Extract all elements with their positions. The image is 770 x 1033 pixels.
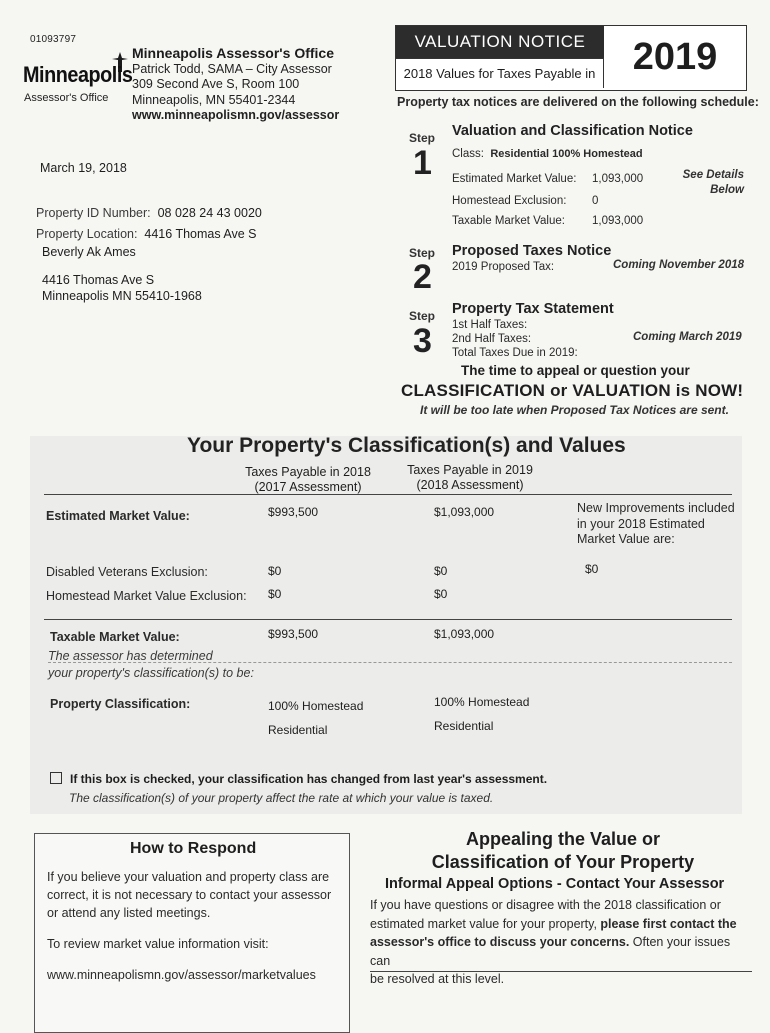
- emv-row-label: Estimated Market Value:: [46, 509, 190, 523]
- appeal-p-line2a: estimated market value for your property,: [370, 916, 601, 931]
- notice-title: VALUATION NOTICE: [396, 26, 604, 58]
- class-value: Residential 100% Homestead: [490, 148, 643, 160]
- column-header-2019-line1: Taxes Payable in 2019: [407, 463, 533, 477]
- class-label: Class:: [452, 148, 484, 160]
- office-address-line2: Minneapolis, MN 55401-2344: [132, 92, 296, 107]
- how-to-respond-title: How to Respond: [130, 840, 257, 857]
- see-details-note: [660, 168, 744, 198]
- see-details-line2: Below: [710, 184, 744, 196]
- classification-changed-text: If this box is checked, your classification has changed from last year's assessment.: [70, 772, 548, 786]
- appeal-p-line2b: please first contact the: [600, 916, 737, 931]
- owner-address-line2: Minneapolis MN 55410-1968: [42, 289, 202, 303]
- new-improvements-note: [577, 501, 735, 548]
- schedule-intro: Property tax notices are delivered on the following schedule:: [397, 95, 759, 109]
- step-2-label: Step: [409, 246, 436, 260]
- taxable-divider: [44, 619, 732, 620]
- column-header-2018-line2: (2017 Assessment): [254, 480, 362, 494]
- respond-paragraph-1: [47, 868, 331, 922]
- header-divider: [44, 494, 732, 495]
- proposed-tax-note: Coming November 2018: [613, 259, 745, 271]
- office-address-line1: 309 Second Ave S, Room 100: [132, 77, 300, 91]
- column-header-2019: [390, 463, 550, 493]
- classification-rate-note: The classification(s) of your property affect the rate at which your value is taxed.: [69, 791, 494, 805]
- emv-2018-value: $993,500: [268, 505, 319, 519]
- hmve-row-label: Homestead Market Value Exclusion:: [46, 589, 247, 603]
- second-half-taxes-label: 2nd Half Taxes:: [452, 333, 532, 345]
- appeal-p-line1: If you have questions or disagree with the 2018 classification or: [370, 898, 721, 912]
- tax-statement-note: Coming March 2019: [633, 331, 742, 343]
- dve-2018-value: $0: [268, 564, 282, 578]
- appeal-p-line3b: Often your issues can: [370, 935, 731, 968]
- step-2-title: Proposed Taxes Notice: [452, 243, 612, 259]
- dve-row-label: Disabled Veterans Exclusion:: [46, 565, 208, 579]
- office-website-link[interactable]: www.minneapolismn.gov/assessor: [132, 108, 340, 122]
- property-location-label: Property Location:: [36, 227, 138, 241]
- classification-2018-line2: Residential: [268, 723, 328, 737]
- step1-hx-value: 0: [592, 195, 599, 207]
- step-2-number: 2: [413, 258, 432, 296]
- classification-2019-line2: Residential: [434, 719, 494, 733]
- values-section-title: Your Property's Classification(s) and Values: [187, 434, 626, 457]
- column-header-2019-line2: (2018 Assessment): [416, 478, 524, 492]
- document-number: 01093797: [30, 34, 77, 45]
- emv-2019-value: $1,093,000: [434, 505, 495, 519]
- appealing-title: [378, 828, 748, 874]
- assessor-determined-line1: The assessor has determined: [48, 649, 213, 663]
- step1-hx-label: Homestead Exclusion:: [452, 195, 567, 207]
- respond-p1-line1: If you believe your valuation and property class are: [47, 870, 330, 884]
- respond-p1-line3: or attend any listed meetings.: [47, 906, 211, 920]
- new-improvements-line1: New Improvements included: [577, 501, 735, 515]
- tmv-row-label: Taxable Market Value:: [50, 630, 180, 644]
- hmve-2018-value: $0: [268, 587, 282, 601]
- property-id-label: Property ID Number:: [36, 206, 151, 220]
- column-header-2018-line1: Taxes Payable in 2018: [245, 465, 371, 479]
- tmv-2019-value: $1,093,000: [434, 627, 495, 641]
- step-1-title: Valuation and Classification Notice: [452, 123, 693, 139]
- appeal-p-line4: be resolved at this level.: [370, 972, 505, 986]
- appealing-title-line1: Appealing the Value or: [465, 829, 661, 849]
- classification-2019: [434, 690, 529, 738]
- step-3-number: 3: [413, 322, 432, 360]
- appeal-now-warning: It will be too late when Proposed Tax Notices are sent.: [420, 403, 729, 417]
- classification-row-label: Property Classification:: [50, 697, 191, 711]
- column-header-2018: [228, 465, 388, 495]
- appealing-title-line2: Classification of Your Property: [431, 852, 695, 872]
- assessor-determined-note: [48, 648, 254, 682]
- step1-tmv-value: 1,093,000: [592, 215, 644, 227]
- owner-name: Beverly Ak Ames: [42, 245, 136, 259]
- assessor-determined-line2: your property's classification(s) to be:: [48, 666, 254, 680]
- how-to-respond-box: [34, 833, 350, 1033]
- step-1-label: Step: [409, 131, 436, 145]
- owner-address-block: [42, 244, 202, 304]
- classification-2018-line1: 100% Homestead: [268, 699, 364, 713]
- dve-2019-value: $0: [434, 564, 448, 578]
- new-improvements-value: $0: [585, 562, 599, 576]
- proposed-tax-label: 2019 Proposed Tax:: [452, 261, 555, 273]
- notice-date: March 19, 2018: [40, 161, 127, 175]
- office-address-block: [132, 46, 339, 124]
- first-half-taxes-label: 1st Half Taxes:: [452, 319, 528, 331]
- classification-2018: [268, 694, 363, 742]
- determined-divider: [48, 662, 732, 663]
- classification-changed-row: [50, 772, 547, 786]
- step-3-title: Property Tax Statement: [452, 301, 614, 317]
- office-name: Minneapolis Assessor's Office: [132, 45, 334, 61]
- step1-emv-value: 1,093,000: [592, 173, 644, 185]
- notice-values-for: 2018 Values for Taxes Payable in: [396, 58, 604, 88]
- step1-tmv-label: Taxable Market Value:: [452, 215, 565, 227]
- see-details-line1: See Details: [682, 169, 744, 181]
- informal-appeal-heading: Informal Appeal Options - Contact Your Assessor: [385, 876, 725, 892]
- total-taxes-label: Total Taxes Due in 2019:: [452, 347, 578, 359]
- owner-address-line1: 4416 Thomas Ave S: [42, 273, 155, 287]
- respond-paragraph-2: To review market value information visit:: [47, 937, 269, 951]
- new-improvements-line2: in your 2018 Estimated: [577, 516, 705, 531]
- new-improvements-line3: Market Value are:: [577, 532, 675, 546]
- appeal-now-headline: CLASSIFICATION or VALUATION is NOW!: [401, 381, 744, 400]
- assessor-name: Patrick Todd, SAMA – City Assessor: [132, 61, 332, 76]
- notice-year: 2019: [632, 36, 718, 78]
- property-info: [36, 203, 262, 245]
- hmve-2019-value: $0: [434, 587, 448, 601]
- property-location-value: 4416 Thomas Ave S: [144, 227, 257, 241]
- property-id-value: 08 028 24 43 0020: [157, 206, 262, 220]
- classification-changed-checkbox[interactable]: [50, 772, 62, 784]
- step-1-number: 1: [413, 144, 432, 182]
- informal-appeal-paragraph: [370, 896, 750, 989]
- market-values-link[interactable]: www.minneapolismn.gov/assessor/marketvalues: [47, 968, 316, 982]
- logo-wordmark: Minneapolis: [23, 62, 133, 87]
- valuation-notice-box: [395, 25, 747, 91]
- appeal-now-line1: The time to appeal or question your: [461, 363, 690, 378]
- classification-2019-line1: 100% Homestead: [434, 695, 530, 709]
- tmv-2018-value: $993,500: [268, 627, 319, 641]
- bottom-divider: [370, 971, 752, 972]
- appeal-p-line3a: assessor's office to discuss your concerns.: [370, 935, 630, 949]
- logo-subtitle: Assessor's Office: [24, 92, 109, 104]
- step-3-label: Step: [409, 309, 436, 323]
- respond-p1-line2: correct, it is not necessary to contact your assessor: [47, 888, 332, 902]
- step1-emv-label: Estimated Market Value:: [452, 173, 577, 185]
